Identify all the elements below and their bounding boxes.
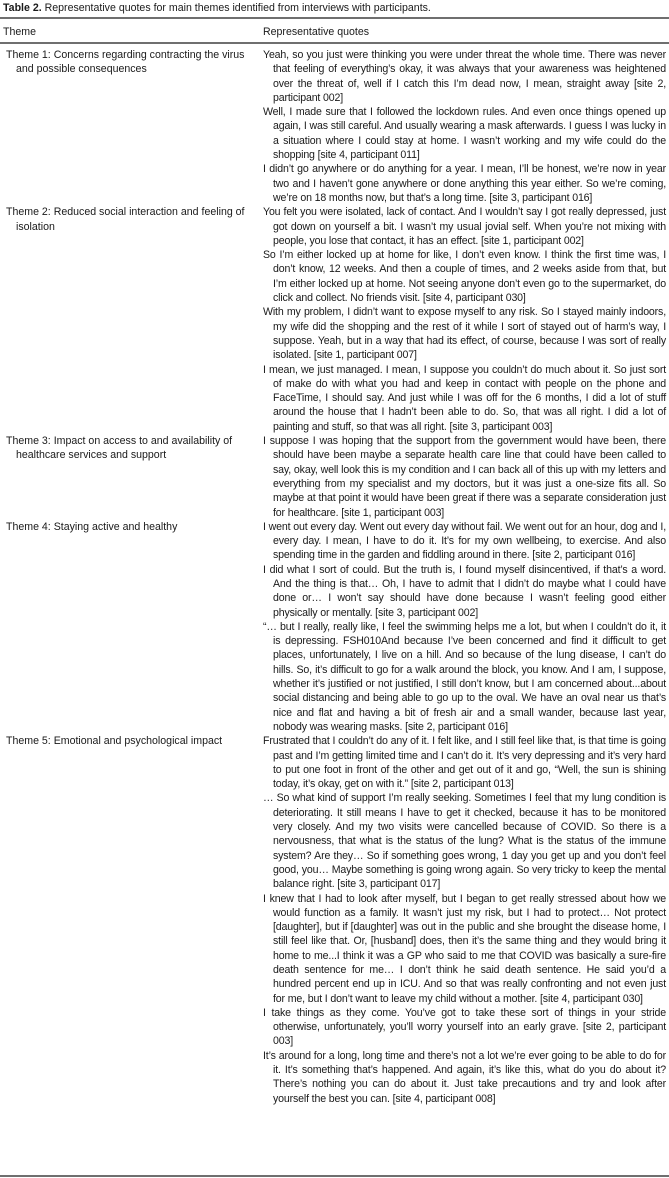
table-label: Table 2. bbox=[3, 2, 42, 14]
theme-cell: Theme 1: Concerns regarding contracting the virus and possible consequences bbox=[6, 49, 245, 76]
table-body bbox=[0, 48, 669, 1106]
caption-text: Representative quotes for main themes identified from interviews with participants. bbox=[41, 2, 431, 14]
bottom-rule bbox=[0, 1175, 669, 1177]
quote: “… but I really, really like, I feel the swimming helps me a lot, but when I couldn’t do it, it is depressing. FSH010And because I’ve been concerned and find it difficult to get places, unfortunately, I live on a hill. And so because of the lung disease, I can’t do hills. So, it’s difficult to go for a walk around the block, you know. And I am, I suppose, whether it’s justified or not justified, I still don’t know, but I am concerned about...about social distancing and being able to go up to the oval. We have an oval near us that’s nice and flat and having a bit of fresh air and a small wander, because last year, nobody was wearing masks. [site 2, participant 016] bbox=[263, 620, 666, 733]
quote: With my problem, I didn’t want to expose myself to any risk. So I stayed mainly indoors, my wife did the shopping and the rest of it while I sort of stayed out of harm’s way, I suppose. Yeah, but in a way that had its effect, of course, because I was sort of really isolated. [site 1, participant 007] bbox=[263, 306, 666, 362]
quote: Yeah, so you just were thinking you were under threat the whole time. There was never that feeling of everything’s okay, it was always that your awareness was heightened over the threat of, well if I catch this I’m dead now, I mean, straight away [site 2, participant 002] bbox=[263, 49, 666, 104]
top-rule bbox=[0, 17, 669, 19]
quote: I didn’t go anywhere or do anything for a year. I mean, I’ll be honest, we’re now in year two and I haven’t gone anywhere or done anything this year either. So we’re coming, we’re on 18 months now, but that’s a long time. [site 3, participant 016] bbox=[263, 163, 666, 204]
quote: I mean, we just managed. I mean, I suppose you couldn’t do much about it. So just sort of make do with what you had and keep in contact with people on the phone and FaceTime, I should say. And just while I was off for the 6 months, I did a lot of stuff around the house that I hadn’t been able to do. So, that was all right. I did a lot of painting and stuff, so that was all right. [site 3, participant 003] bbox=[263, 363, 666, 433]
theme-cell: Theme 2: Reduced social interaction and feeling of isolation bbox=[6, 206, 245, 233]
quote: … So what kind of support I’m really seeking. Sometimes I feel that my lung condition is deteriorating. It still means I have to get it checked, because it has to be monitored very closely. And my two visits were cancelled because of COVID. So there is a nervousness, that what is the status of the lung? What is the status of the immune system? Are they… So if something goes wrong, 1 day you get up and you don’t feel good, you… Maybe something is going wrong again. So very tricky to keep the mental balance right. [site 3, participant 017] bbox=[263, 792, 666, 891]
column-header-quotes: Representative quotes bbox=[263, 26, 370, 38]
quote: I went out every day. Went out every day without fail. We went out for an hour, dog and I, every day. I mean, I have to do it. It’s for my own wellbeing, to exercise. And also spending time in the garden and fiddling around in there. [site 2, participant 016] bbox=[263, 520, 666, 562]
quotes-cell bbox=[263, 434, 666, 520]
table-row bbox=[0, 734, 669, 1106]
quote: Well, I made sure that I followed the lockdown rules. And even once things opened up again, I was still careful. And usually wearing a mask afterwards. I guess I was lucky in a situation where I could stay at home. I wasn’t working and my wife could do the shopping [site 4, participant 011] bbox=[263, 106, 666, 162]
theme-cell: Theme 4: Staying active and healthy bbox=[6, 520, 178, 533]
quote: So I’m either locked up at home for like, I don’t even know. I think the first time was, I don’t know, 12 weeks. And then a couple of times, and 2 weeks aside from that, but I’m either locked up at home. Not seeing anyone don’t even go to the supermarket, do click and collect. No friends visit. [site 4, participant 030] bbox=[263, 249, 666, 305]
quotes-cell bbox=[263, 520, 666, 734]
header-rule bbox=[0, 42, 669, 44]
table-row bbox=[0, 48, 669, 205]
quote: Frustrated that I couldn’t do any of it. I felt like, and I still feel like that, is that time is going past and I’m getting limited time and I can’t do it. It’s very depressing and it’s very hard to put one foot in front of the other and get out of it and go, “Well, the sun is shining today, it’s okay, get on with it.” [site 2, participant 013] bbox=[263, 735, 666, 791]
quote: I take things as they come. You’ve got to take these sort of things in your stride otherwise, unfortunately, you’ll worry yourself into an early grave. [site 2, participant 003] bbox=[263, 1006, 666, 1048]
table-row bbox=[0, 520, 669, 734]
quote: I suppose I was hoping that the support from the government would have been, there should have been maybe a separate health care line that could have been called to say, okay, well look this is my condition and I can back all of this up with my letters and everything from my specialist and my doctors, but it was just a one-size fits all. So maybe at that point it would have been great if there was a separate consideration just for healthcare. [site 1, participant 003] bbox=[263, 435, 666, 519]
quote: It’s around for a long, long time and there’s not a lot we’re ever going to be able to do for it. It’s something that’s happened. And again, it’s like this, what do you do about it? There’s nothing you can do about it. Just take precautions and try and look after yourself the best you can. [site 4, participant 008] bbox=[263, 1049, 666, 1105]
table-row bbox=[0, 434, 669, 520]
quotes-cell bbox=[263, 48, 666, 205]
theme-cell: Theme 5: Emotional and psychological impact bbox=[6, 735, 223, 748]
quote: I did what I sort of could. But the truth is, I found myself disincentived, if that’s a word. And the thing is that… Oh, I have to admit that I didn’t do maybe what I could have done or… I won’t say should have done because I wasn’t feeling good either physically or mentally. [site 3, participant 002] bbox=[263, 563, 666, 619]
table-row bbox=[0, 205, 669, 434]
column-header-theme: Theme bbox=[3, 26, 36, 38]
theme-cell: Theme 3: Impact on access to and availability of healthcare services and support bbox=[6, 435, 233, 462]
quote: I knew that I had to look after myself, but I began to get really stressed about how we would function as a family. It wasn’t just my risk, but I had to protect… Not protect [daughter], but if [daughter] was out in the public and she brought the disease home, I still feel like that. Or, [husband] does, then it’s the same thing and they would bring it home to me...I think it was a GP who said to me that COVID was basically a sure-fire death sentence for me… I don’t think he said death sentence. He said you’d a hundred percent end up in ICU. And so that was really confronting and not even just for me, but I don’t want to leave my child without a mother. [site 4, participant 030] bbox=[263, 892, 666, 1005]
quote: You felt you were isolated, lack of contact. And I wouldn’t say I got really depressed, just got down on yourself a bit. I wasn’t my usual jovial self. When you’re not mixing with people, you lose that contact, it has an effect. [site 1, participant 002] bbox=[263, 206, 666, 247]
table-caption bbox=[3, 1, 431, 15]
quotes-cell bbox=[263, 734, 666, 1106]
quotes-cell bbox=[263, 205, 666, 434]
